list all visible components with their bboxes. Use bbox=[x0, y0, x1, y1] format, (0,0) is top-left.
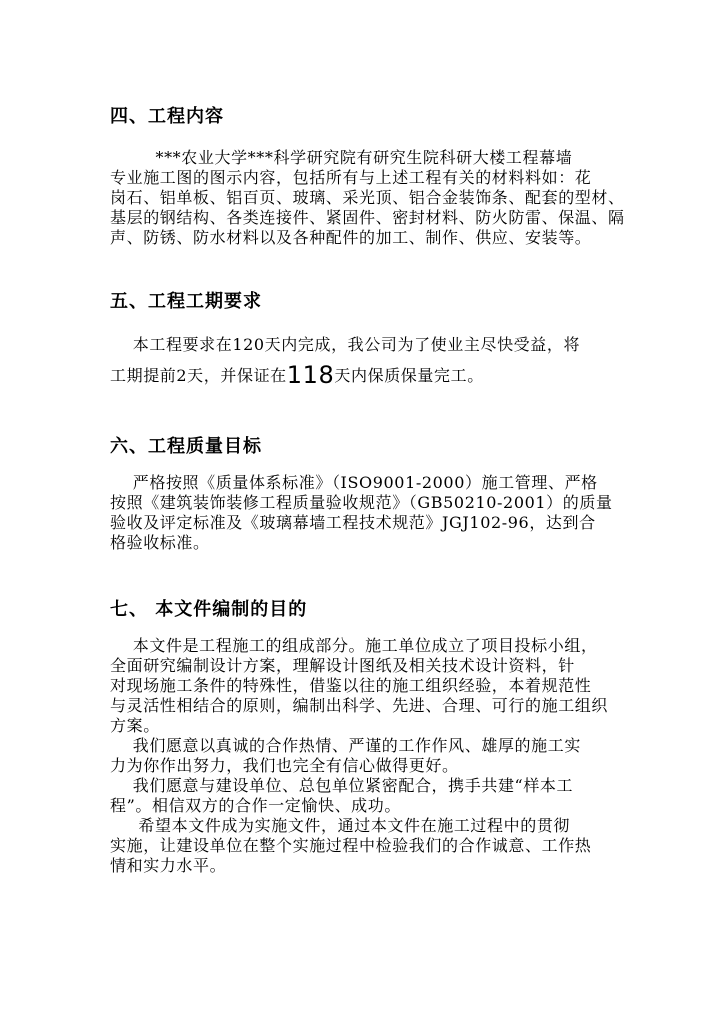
text-line: 希望本文件成为实施文件，通过本文件在施工过程中的贯彻 bbox=[110, 816, 571, 835]
section-7-heading: 七、 本文件编制的目的 bbox=[110, 599, 308, 620]
text-line: 力为你作出努力，我们也完全有信心做得更好。 bbox=[110, 756, 459, 775]
emphasized-number: 118 bbox=[286, 361, 335, 389]
section-6-body bbox=[110, 473, 640, 553]
section-5-body bbox=[110, 330, 640, 391]
text-line: 我们愿意以真诚的合作热情、严谨的工作作风、雄厚的施工实 bbox=[110, 736, 581, 755]
text-line: 验收及评定标准及《玻璃幕墙工程技术规范》JGJ102-96，达到合 bbox=[110, 513, 596, 532]
section-4-body bbox=[110, 148, 640, 248]
text-line: 我们愿意与建设单位、总包单位紧密配合，携手共建“样本工 bbox=[110, 776, 574, 795]
text-fragment: 工期提前2天，并保证在 bbox=[110, 366, 287, 385]
text-line: 本工程要求在120天内完成，我公司为了使业主尽快受益，将 bbox=[110, 335, 581, 354]
section-4-heading: 四、工程内容 bbox=[110, 106, 224, 127]
section-7-body bbox=[110, 636, 640, 876]
text-line: 严格按照《质量体系标准》（ISO9001-2000）施工管理、严格 bbox=[110, 473, 598, 492]
text-line: 情和实力水平。 bbox=[110, 856, 227, 875]
text-line: 本文件是工程施工的组成部分。施工单位成立了项目投标小组， bbox=[110, 636, 598, 655]
text-line: 声、防锈、防水材料以及各种配件的加工、制作、供应、安装等。 bbox=[110, 228, 592, 247]
text-line: 按照《建筑装饰装修工程质量验收规范》（GB50210-2001）的质量 bbox=[110, 493, 613, 512]
text-line: 岗石、铝单板、铝百页、玻璃、采光顶、铝合金装饰条、配套的型材、 bbox=[110, 188, 625, 207]
text-line: ***农业大学***科学研究院有研究生院科研大楼工程幕墙 bbox=[110, 148, 573, 167]
text-line: 与灵活性相结合的原则，编制出科学、先进、合理、可行的施工组织 bbox=[110, 696, 609, 715]
text-line: 专业施工图的图示内容，包括所有与上述工程有关的材料料如：花 bbox=[110, 168, 592, 187]
text-line: 程”。相信双方的合作一定愉快、成功。 bbox=[110, 796, 401, 815]
section-6-heading: 六、工程质量目标 bbox=[110, 436, 262, 457]
text-line bbox=[110, 360, 640, 391]
text-fragment: 天内保质保量完工。 bbox=[334, 366, 484, 385]
text-line: 全面研究编制设计方案，理解设计图纸及相关技术设计资料，针 bbox=[110, 656, 575, 675]
text-line: 方案。 bbox=[110, 716, 160, 735]
text-line: 对现场施工条件的特殊性，借鉴以往的施工组织经验，本着规范性 bbox=[110, 676, 592, 695]
text-line: 基层的钢结构、各类连接件、紧固件、密封材料、防火防雷、保温、隔 bbox=[110, 208, 625, 227]
section-5-heading: 五、工程工期要求 bbox=[110, 291, 262, 312]
text-line: 实施，让建设单位在整个实施过程中检验我们的合作诚意、工作热 bbox=[110, 836, 592, 855]
text-line: 格验收标准。 bbox=[110, 533, 210, 552]
